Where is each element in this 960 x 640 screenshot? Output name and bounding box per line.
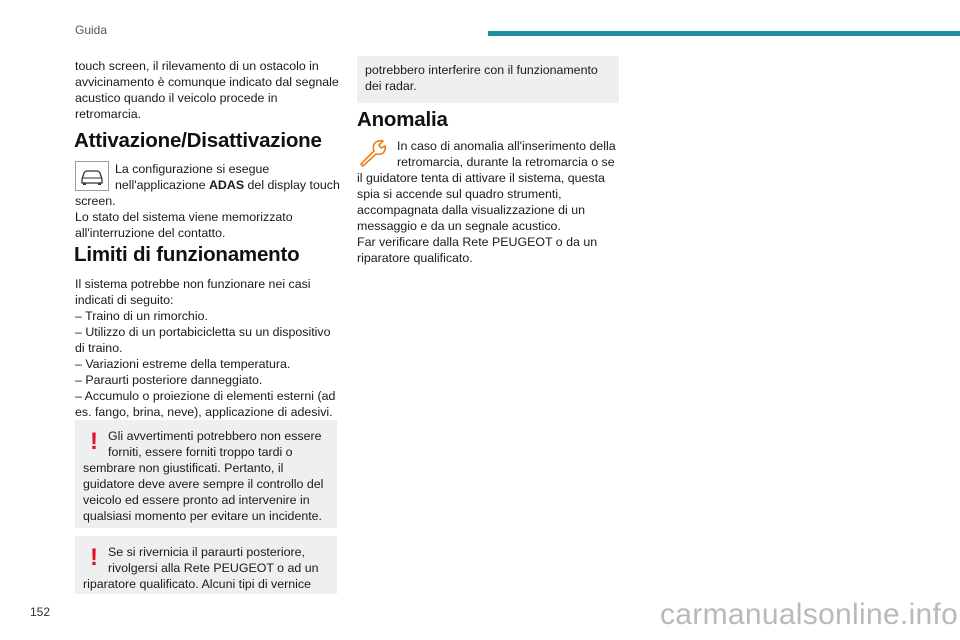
warning-box-2: [75, 536, 337, 594]
warning-text-2: Se si rivernicia il paraurti posteriore, rivolgersi alla Rete PEUGEOT o ad un riparatore qualificato. Alcuni tipi di vernice: [83, 545, 319, 591]
anomaly-action-text: Far verificare dalla Rete PEUGEOT o da un riparatore qualificato.: [357, 235, 598, 265]
wrench-icon: [357, 138, 393, 170]
intro-paragraph: touch screen, il rilevamento di un ostacolo in avvicinamento è comunque indicato dal segnale acustico quando il veicolo procede in retromarcia.: [75, 59, 339, 121]
activation-block: [75, 161, 340, 241]
warning-icon: !: [90, 428, 98, 455]
continued-warning-box: [357, 56, 619, 103]
list-item: – Accumulo o proiezione di elementi esterni (ad es. fango, brina, neve), applicazione di adesivi.: [75, 389, 336, 419]
section-title: Guida: [75, 23, 108, 37]
page-number: 152: [30, 605, 51, 619]
limits-intro: Il sistema potrebbe non funzionare nei casi indicati di seguito:: [75, 277, 311, 307]
list-item: – Variazioni estreme della temperatura.: [75, 357, 291, 371]
continued-text: potrebbero interferire con il funzionamento dei radar.: [365, 63, 598, 93]
heading-activation: Attivazione/Disattivazione: [74, 129, 322, 152]
warning-text-1: Gli avvertimenti potrebbero non essere forniti, essere forniti troppo tardi o sembrare non giustificati. Pertanto, il guidatore deve avere sempre il controllo del veicolo ed essere pronto ad intervenire in qualsiasi momento per evitare un incidente.: [83, 429, 324, 523]
car-icon: [75, 161, 111, 193]
limits-list: [75, 276, 340, 420]
anomaly-text: In caso di anomalia all'inserimento della retromarcia, durante la retromarcia o se il guidatore tenta di attivare il sistema, questa spia si accende sul quadro strumenti, accompagnata dalla visualizzazione di un messaggio e da un segnale acustico.: [357, 139, 616, 233]
list-item: – Utilizzo di un portabicicletta su un dispositivo di traino.: [75, 325, 331, 355]
activation-text: La configurazione si esegue nell'applicazione ADAS del display touch screen.: [75, 162, 340, 208]
list-item: – Paraurti posteriore danneggiato.: [75, 373, 263, 387]
warning-icon: !: [90, 544, 98, 571]
warning-box-1: [75, 420, 337, 528]
heading-anomaly: Anomalia: [357, 108, 448, 131]
activation-memory-text: Lo stato del sistema viene memorizzato all'interruzione del contatto.: [75, 210, 293, 240]
list-item: – Traino di un rimorchio.: [75, 309, 208, 323]
heading-limits: Limiti di funzionamento: [74, 243, 300, 266]
header-accent-bar: [488, 31, 960, 36]
anomaly-block: [357, 138, 622, 266]
watermark: carmanualsonline.info: [660, 598, 959, 631]
